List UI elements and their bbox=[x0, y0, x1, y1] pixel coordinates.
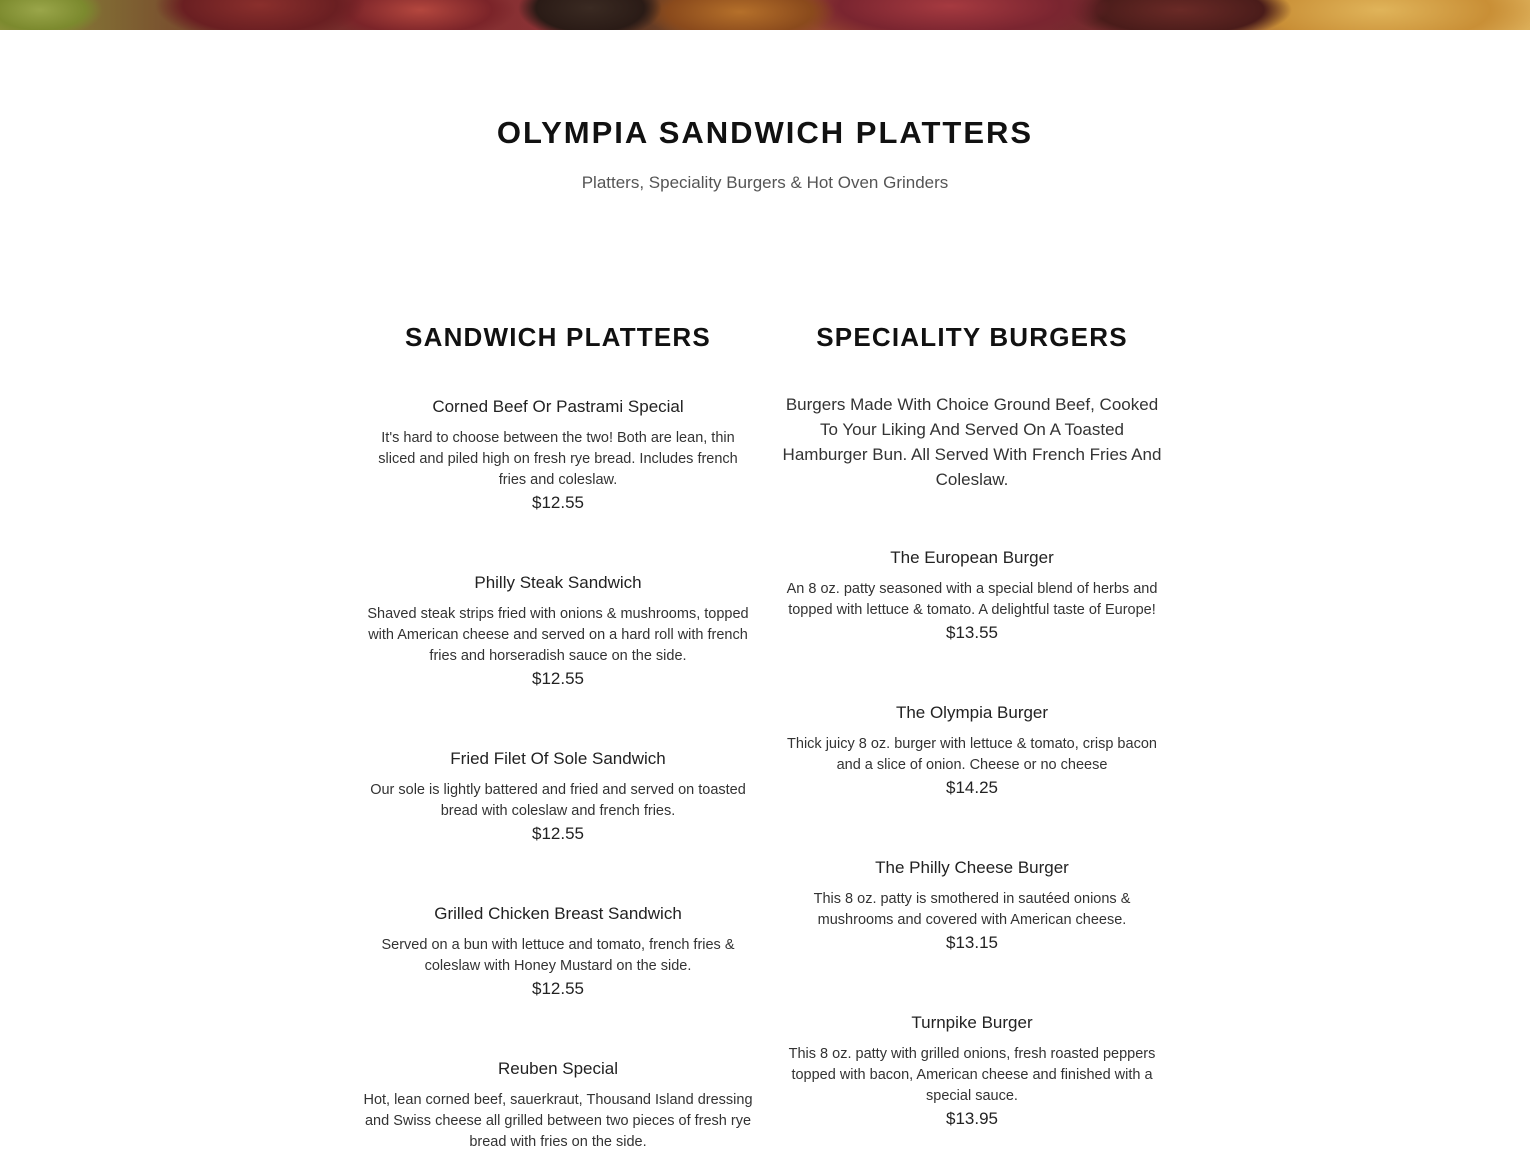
menu-item-price: $12.55 bbox=[532, 979, 584, 998]
page-title: OLYMPIA SANDWICH PLATTERS bbox=[496, 115, 1034, 150]
menu-item-name: Turnpike Burger bbox=[911, 1013, 1033, 1032]
menu-item-price: $13.15 bbox=[946, 933, 998, 952]
menu-item bbox=[777, 1012, 1167, 1131]
menu-item-name: The European Burger bbox=[890, 548, 1054, 567]
speciality-burgers-section bbox=[777, 320, 1167, 1131]
menu-item bbox=[777, 702, 1167, 800]
menu-item-price: $12.55 bbox=[532, 493, 584, 512]
menu-item-price: $14.25 bbox=[946, 778, 998, 797]
menu-item-name: Reuben Special bbox=[497, 1059, 619, 1078]
menu-item-name: The Olympia Burger bbox=[895, 703, 1049, 722]
menu-item-description: Thick juicy 8 oz. burger with lettuce & tomato, crisp bacon and a slice of onion. Cheese or no cheese bbox=[787, 736, 1157, 773]
section-heading: SANDWICH PLATTERS bbox=[405, 322, 711, 352]
menu-item-description: Shaved steak strips fried with onions & mushrooms, topped with American cheese and served on a hard roll with french fries and horseradish sauce on the side. bbox=[367, 606, 749, 664]
menu-item-description: Hot, lean corned beef, sauerkraut, Thousand Island dressing and Swiss cheese all grilled between two pieces of fresh rye bread with fries on the side. bbox=[363, 1092, 753, 1150]
menu-item bbox=[363, 1058, 753, 1153]
menu-item-name: Corned Beef Or Pastrami Special bbox=[432, 397, 684, 416]
menu-item bbox=[363, 572, 753, 691]
menu-item-description: Served on a bun with lettuce and tomato, french fries & coleslaw with Honey Mustard on the side. bbox=[381, 937, 735, 974]
menu-item bbox=[363, 396, 753, 515]
menu-item-description: Our sole is lightly battered and fried and served on toasted bread with coleslaw and french fries. bbox=[370, 782, 746, 819]
menu-item-description: It's hard to choose between the two! Both are lean, thin sliced and piled high on fresh rye bread. Includes french fries and coleslaw. bbox=[378, 430, 738, 488]
menu-item bbox=[777, 547, 1167, 645]
menu-item-name: Grilled Chicken Breast Sandwich bbox=[434, 904, 682, 923]
menu-item-price: $13.95 bbox=[946, 1109, 998, 1128]
menu-item-description: This 8 oz. patty is smothered in sautéed onions & mushrooms and covered with American cheese. bbox=[813, 891, 1131, 928]
menu-item-price: $13.55 bbox=[946, 623, 998, 642]
menu-item-price: $12.55 bbox=[532, 669, 584, 688]
page-subtitle: Platters, Speciality Burgers & Hot Oven Grinders bbox=[581, 173, 949, 192]
menu-item bbox=[363, 748, 753, 846]
menu-item-name: The Philly Cheese Burger bbox=[875, 858, 1069, 877]
sandwich-platters-section bbox=[363, 320, 753, 1153]
menu-item-description: An 8 oz. patty seasoned with a special blend of herbs and topped with lettuce & tomato. A delightful taste of Europe! bbox=[786, 581, 1158, 618]
menu-item bbox=[363, 903, 753, 1001]
hero-food-image bbox=[0, 0, 1530, 30]
menu-item-description: This 8 oz. patty with grilled onions, fresh roasted peppers topped with bacon, American cheese and finished with a special sauce. bbox=[788, 1046, 1156, 1104]
section-intro: Burgers Made With Choice Ground Beef, Cooked To Your Liking And Served On A Toasted Hamburger Bun. All Served With French Fries And Coleslaw. bbox=[782, 395, 1162, 489]
menu-item-name: Philly Steak Sandwich bbox=[474, 573, 642, 592]
menu-item-name: Fried Filet Of Sole Sandwich bbox=[450, 749, 666, 768]
menu-item-price: $12.55 bbox=[532, 824, 584, 843]
section-heading: SPECIALITY BURGERS bbox=[816, 322, 1128, 352]
menu-item bbox=[777, 857, 1167, 955]
